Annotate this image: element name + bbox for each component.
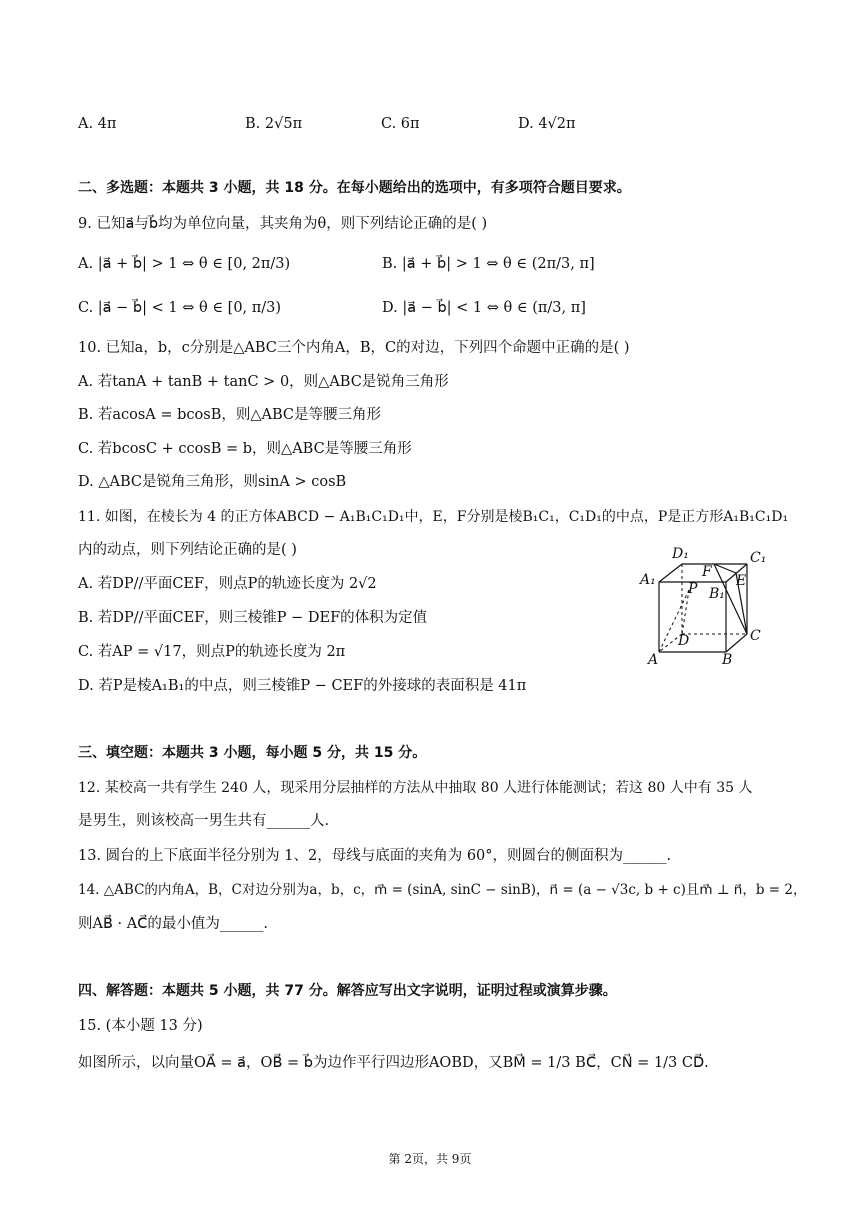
fig-label-d: D [678, 633, 690, 649]
q9-stem: 9. 已知a⃗与b⃗均为单位向量，其夹角为θ，则下列结论正确的是( ) [78, 216, 488, 232]
q14-line1: 14. △ABC的内角A，B，C对边分别为a，b，c，m⃗ = (sinA, sinC − sinB)，n⃗ = (a − √3c, b + c)且m⃗ ⊥ n⃗，b = 2， [78, 882, 807, 898]
q11-option-a: A. 若DP//平面CEF，则点P的轨迹长度为 2√2 [78, 576, 377, 592]
section2-heading: 二、多选题：本题共 3 小题，共 18 分。在每小题给出的选项中，有多项符合题目要求。 [78, 180, 631, 196]
q11-option-c: C. 若AP = √17，则点P的轨迹长度为 2π [78, 644, 346, 660]
q11-stem-line2: 内的动点，则下列结论正确的是( ) [78, 542, 297, 558]
cube-figure [636, 540, 776, 670]
q10-option-a: A. 若tanA + tanB + tanC > 0，则△ABC是锐角三角形 [78, 374, 449, 390]
q8-option-c: C. 6π [381, 116, 420, 132]
q10-option-b: B. 若acosA = bcosB，则△ABC是等腰三角形 [78, 407, 382, 423]
q9-option-a: A. |a⃗ + b⃗| > 1 ⇔ θ ∈ [0, 2π/3) [78, 256, 291, 272]
fig-label-e: E [736, 573, 747, 589]
q10-stem: 10. 已知a，b，c分别是△ABC三个内角A，B，C的对边，下列四个命题中正确的是( ) [78, 340, 630, 356]
section3-heading: 三、填空题：本题共 3 小题，每小题 5 分，共 15 分。 [78, 745, 427, 761]
fig-label-p: P [688, 581, 698, 597]
q12-line1: 12. 某校高一共有学生 240 人，现采用分层抽样的方法从中抽取 80 人进行体能测试；若这 80 人中有 35 人 [78, 780, 753, 796]
fig-label-b: B [722, 652, 733, 668]
q11-option-b: B. 若DP//平面CEF，则三棱锥P − DEF的体积为定值 [78, 610, 428, 626]
q10-option-c: C. 若bcosC + ccosB = b，则△ABC是等腰三角形 [78, 441, 412, 457]
fig-label-a: A [648, 652, 659, 668]
fig-label-c1: C₁ [750, 550, 767, 566]
q9-option-d: D. |a⃗ − b⃗| < 1 ⇔ θ ∈ (π/3, π] [382, 300, 586, 316]
q13-text: 13. 圆台的上下底面半径分别为 1、2，母线与底面的夹角为 60°，则圆台的侧面积为______. [78, 848, 672, 864]
q12-line2: 是男生，则该校高一男生共有______人. [78, 813, 330, 829]
q9-option-c: C. |a⃗ − b⃗| < 1 ⇔ θ ∈ [0, π/3) [78, 300, 282, 316]
fig-label-b1: B₁ [709, 586, 725, 602]
q8-option-a: A. 4π [78, 116, 117, 132]
q8-option-d: D. 4√2π [518, 116, 576, 132]
page-footer: 第 2页，共 9页 [388, 1152, 472, 1166]
fig-label-c: C [750, 628, 761, 644]
fig-label-f: F [702, 564, 712, 580]
q9-option-b: B. |a⃗ + b⃗| > 1 ⇔ θ ∈ (2π/3, π] [382, 256, 595, 272]
q15-text: 如图所示，以向量OA⃗ = a⃗，OB⃗ = b⃗为边作平行四边形AOBD，又BM⃗ = 1/3 BC⃗，CN⃗ = 1/3 CD⃗. [78, 1055, 709, 1071]
q8-option-b: B. 2√5π [245, 116, 303, 132]
fig-label-d1: D₁ [672, 546, 689, 562]
q11-option-d: D. 若P是棱A₁B₁的中点，则三棱锥P − CEF的外接球的表面积是 41π [78, 678, 527, 694]
q11-stem-line1: 11. 如图，在棱长为 4 的正方体ABCD − A₁B₁C₁D₁中，E，F分别是棱B₁C₁，C₁D₁的中点，P是正方形A₁B₁C₁D₁ [78, 509, 789, 525]
q14-line2: 则AB⃗ · AC⃗的最小值为______. [78, 916, 268, 932]
q15-title: 15. (本小题 13 分) [78, 1018, 203, 1034]
fig-label-a1: A₁ [640, 572, 656, 588]
section4-heading: 四、解答题：本题共 5 小题，共 77 分。解答应写出文字说明，证明过程或演算步骤。 [78, 983, 617, 999]
q10-option-d: D. △ABC是锐角三角形，则sinA > cosB [78, 474, 347, 490]
